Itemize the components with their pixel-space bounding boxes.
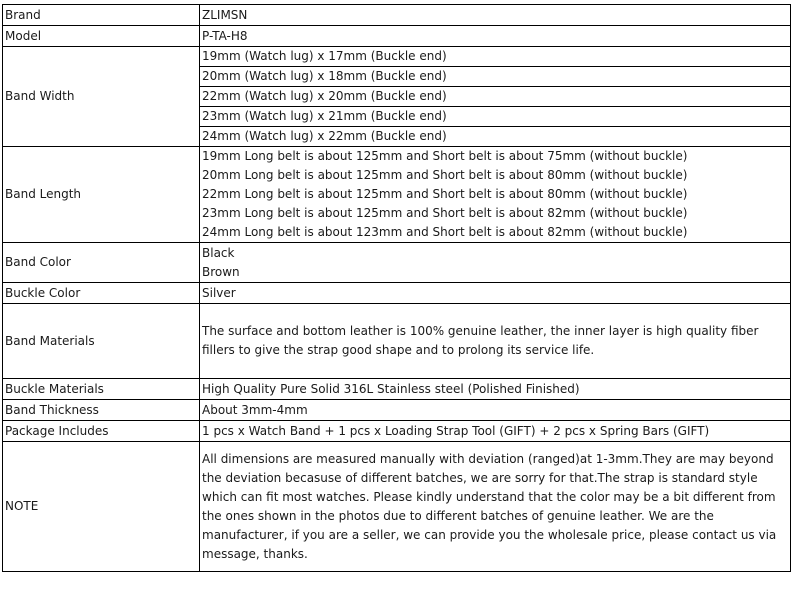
- band-length-item: 20mm Long belt is about 125mm and Short belt is about 80mm (without buckle): [202, 168, 688, 182]
- table-row-note: [3, 442, 791, 572]
- band-length-values: [200, 147, 791, 243]
- spec-table: [2, 4, 791, 572]
- band-width-value: 22mm (Watch lug) x 20mm (Buckle end): [200, 87, 791, 107]
- band-length-item: 19mm Long belt is about 125mm and Short belt is about 75mm (without buckle): [202, 149, 688, 163]
- brand-value: ZLIMSN: [200, 5, 791, 26]
- table-row-buckle-color: [3, 283, 791, 304]
- band-color-item: Black: [202, 245, 235, 260]
- table-row-band-color: [3, 243, 791, 283]
- band-materials-value: The surface and bottom leather is 100% genuine leather, the inner layer is high quality fiber fillers to give the strap good shape and to prolong its service life.: [200, 304, 791, 379]
- band-length-item: 23mm Long belt is about 125mm and Short belt is about 82mm (without buckle): [202, 206, 688, 220]
- band-color-values: [200, 243, 791, 283]
- table-row-band-thickness: [3, 400, 791, 421]
- band-color-label: Band Color: [3, 243, 200, 283]
- table-row-package-includes: [3, 421, 791, 442]
- table-row-brand: [3, 5, 791, 26]
- band-width-value: 19mm (Watch lug) x 17mm (Buckle end): [200, 47, 791, 67]
- note-value: All dimensions are measured manually with deviation (ranged)at 1-3mm.They are may beyond the deviation becasuse of different batches, we are sorry for that.The strap is standard style which can fit most watches. Please kindly understand that the color may be a bit different from the ones shown in the photos due to different batches of genuine leather. We are the manufacturer, if you are a seller, we can provide you the wholesale price, please contact us via message, thanks.: [200, 442, 791, 572]
- package-includes-label: Package Includes: [3, 421, 200, 442]
- band-length-item: 24mm Long belt is about 123mm and Short belt is about 82mm (without buckle): [202, 225, 688, 239]
- band-thickness-label: Band Thickness: [3, 400, 200, 421]
- band-length-item: 22mm Long belt is about 125mm and Short belt is about 80mm (without buckle): [202, 187, 688, 201]
- band-thickness-value: About 3mm-4mm: [200, 400, 791, 421]
- buckle-color-label: Buckle Color: [3, 283, 200, 304]
- buckle-color-value: Silver: [200, 283, 791, 304]
- table-row-band-materials: [3, 304, 791, 379]
- package-includes-value: 1 pcs x Watch Band + 1 pcs x Loading Strap Tool (GIFT) + 2 pcs x Spring Bars (GIFT): [200, 421, 791, 442]
- brand-label: Brand: [3, 5, 200, 26]
- table-row-band-length: [3, 147, 791, 243]
- band-materials-label: Band Materials: [3, 304, 200, 379]
- table-row-band-width: [3, 47, 791, 67]
- band-length-label: Band Length: [3, 147, 200, 243]
- model-value: P-TA-H8: [200, 26, 791, 47]
- model-label: Model: [3, 26, 200, 47]
- band-width-value: 23mm (Watch lug) x 21mm (Buckle end): [200, 107, 791, 127]
- note-label: NOTE: [3, 442, 200, 572]
- table-row-model: [3, 26, 791, 47]
- band-width-value: 20mm (Watch lug) x 18mm (Buckle end): [200, 67, 791, 87]
- buckle-materials-value: High Quality Pure Solid 316L Stainless steel (Polished Finished): [200, 379, 791, 400]
- band-width-value: 24mm (Watch lug) x 22mm (Buckle end): [200, 127, 791, 147]
- buckle-materials-label: Buckle Materials: [3, 379, 200, 400]
- table-row-buckle-materials: [3, 379, 791, 400]
- band-color-item: Brown: [202, 264, 240, 279]
- band-width-label: Band Width: [3, 47, 200, 147]
